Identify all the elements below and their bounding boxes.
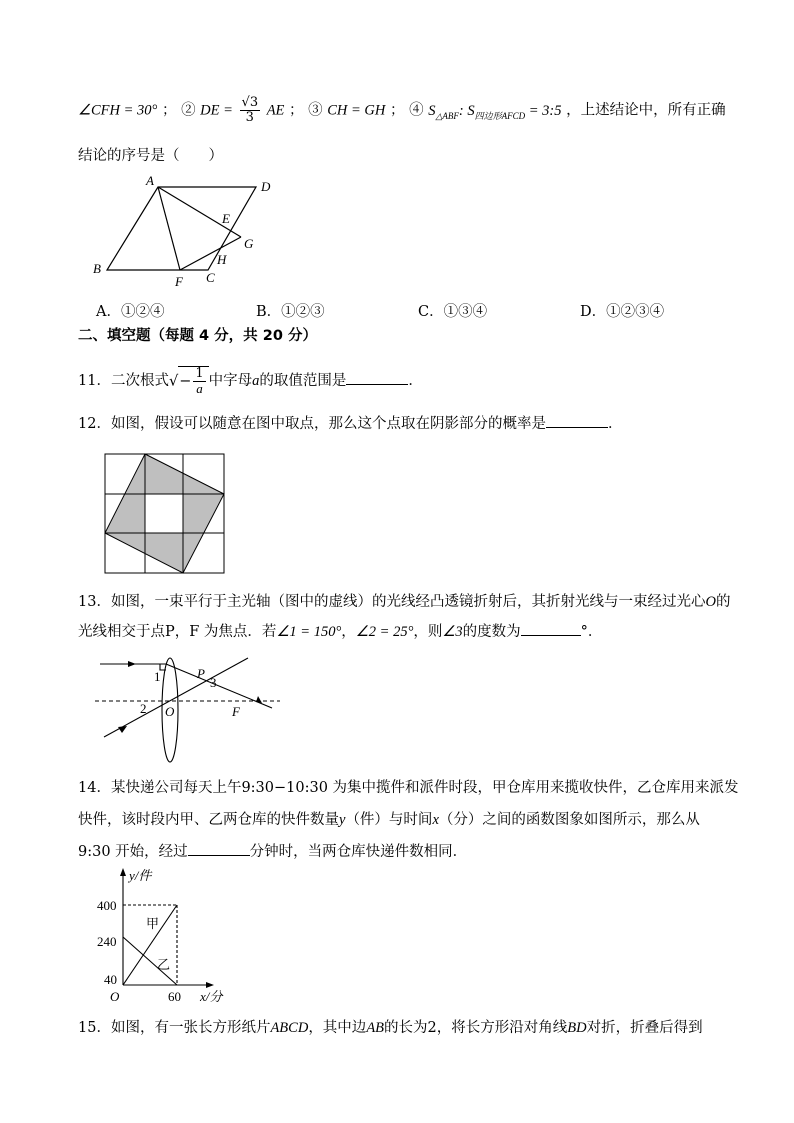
q14-line1: 14．某快递公司每天上午9:30−10:30 为集中揽件和派件时段，甲仓库用来揽收快件，乙仓库用来派发 <box>78 780 739 796</box>
q10-stmt1: ∠CFH = 30° <box>78 102 158 119</box>
q10-stmt2: DE = <box>200 102 233 119</box>
arrow-refracted <box>256 696 262 703</box>
label-d: D <box>261 179 271 194</box>
label-angle-3: 3 <box>210 675 217 690</box>
line-yi <box>123 937 177 985</box>
q10-stmt3: CH = GH <box>327 102 386 119</box>
center-ray <box>104 658 248 737</box>
arrow-incident <box>128 661 136 667</box>
label-angle-2: 2 <box>140 701 147 716</box>
shaded-region <box>105 454 224 573</box>
grid-border <box>105 454 224 573</box>
angle-mark-1 <box>160 664 166 670</box>
q10-line2: 结论的序号是（ ） <box>78 148 223 164</box>
q10-statements: ∠CFH = 30° ； ② DE = $\frac{√3}{3}$ AE ； ③ CH = GH ； ④ $S_{\triangle ABF}$: $S_{四边形AFCD}$ = 3:5 ，上述结论中，所有正确 <box>78 95 726 125</box>
tick-60: 60 <box>168 989 181 1004</box>
q11-radical: √− $\frac{1}{a}$ <box>169 366 209 396</box>
label-p: P <box>197 666 205 681</box>
label-h: H <box>217 252 227 267</box>
q14-line3: 9:30 开始，经过 分钟时，当两仓库快递件数相同． <box>78 844 468 860</box>
q10-option-c[interactable]: C．①③④ <box>418 304 488 320</box>
q10-stmt4: $S_{\triangle ABF}$: $S_{四边形AFCD}$ = 3:5 <box>428 102 562 121</box>
label-c: C <box>206 270 215 285</box>
convex-lens <box>162 658 178 762</box>
q10-option-d[interactable]: D．①②③④ <box>580 304 665 320</box>
q15: 15．如图，有一张长方形纸片ABCD，其中边AB的长为2，将长方形沿对角线BD对折，折叠后得到 <box>78 1020 703 1036</box>
q12: 12．如图，假设可以随意在图中取点，那么这个点取在阴影部分的概率是 ． <box>78 416 623 432</box>
label-e: E <box>222 211 230 226</box>
parallelogram-abcd <box>107 187 256 270</box>
q13-line2: 光线相交于点P，F 为焦点．若∠1 = 150°，∠2 = 25°，则∠3的度数为 °． <box>78 624 603 640</box>
q13-line1: 13．如图，一束平行于主光轴（图中的虚线）的光线经凸透镜折射后，其折射光线与一束经过光心O的 <box>78 594 731 610</box>
label-o: O <box>165 704 175 719</box>
line-jia <box>123 905 177 985</box>
tick-400: 400 <box>97 898 117 913</box>
q13-answer-blank[interactable] <box>521 635 581 636</box>
q10-tail: ，上述结论中，所有正确 <box>566 102 726 119</box>
label-angle-1: 1 <box>154 669 161 684</box>
q10-option-b[interactable]: B．①②③ <box>256 304 325 320</box>
q11-answer-blank[interactable] <box>346 384 408 385</box>
label-a: A <box>146 173 154 188</box>
q12-answer-blank[interactable] <box>546 427 608 428</box>
origin-label: O <box>110 989 120 1004</box>
q14-answer-blank[interactable] <box>188 855 250 856</box>
segment-fg <box>180 237 241 270</box>
label-g: G <box>244 236 254 251</box>
label-f: F <box>232 704 240 719</box>
segment-af <box>158 187 180 270</box>
y-arrow <box>120 868 126 876</box>
label-f: F <box>175 274 183 289</box>
label-jia: 甲 <box>146 916 160 931</box>
arrow-center <box>118 726 127 733</box>
tick-240: 240 <box>97 934 117 949</box>
y-axis-label: y/件 <box>129 868 152 883</box>
q11: 11．二次根式√− $\frac{1}{a}$ 中字母a的取值范围是 ． <box>78 366 423 396</box>
refracted-ray <box>166 664 272 708</box>
q10-fraction: $\frac{√3}{3}$ <box>241 95 259 125</box>
label-yi: 乙 <box>157 957 171 972</box>
segment-ag <box>158 187 241 237</box>
q14-line2: 快件，该时段内甲、乙两仓库的快件数量y（件）与时间x（分）之间的函数图象如图所示，那么从 <box>78 812 700 828</box>
x-axis-label: x/分 <box>200 989 223 1004</box>
section-heading: 二、填空题（每题 4 分，共 20 分） <box>78 328 317 344</box>
q10-option-a[interactable]: A．①②④ <box>96 304 165 320</box>
white-center <box>145 494 183 533</box>
tick-40: 40 <box>104 972 117 987</box>
x-arrow <box>206 982 214 988</box>
label-b: B <box>93 261 101 276</box>
